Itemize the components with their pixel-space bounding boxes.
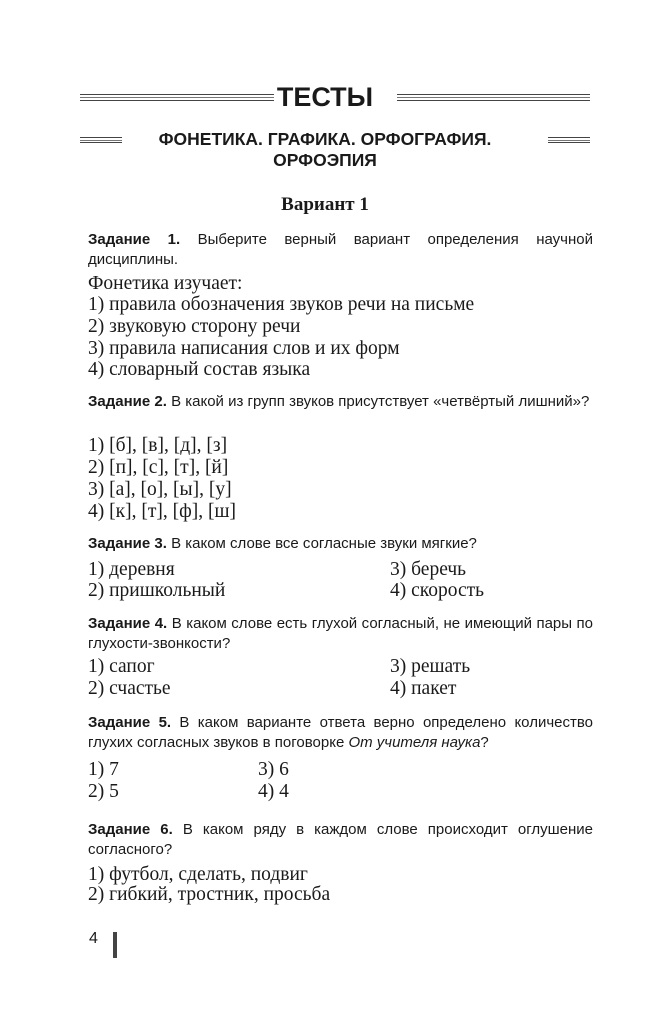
option: 4) скорость (390, 580, 485, 601)
task-3-question: Задание 3. В каком слове все согласные звуки мягкие? (88, 535, 477, 552)
option: 2) звуковую сторону речи (88, 316, 301, 337)
task-4-question: Задание 4. В каком слове есть глухой согласный, не имеющий пары по глухости-звонкости? (88, 615, 594, 652)
option: 2) счастье (88, 678, 171, 699)
variant-heading: Вариант 1 (281, 194, 369, 215)
section-title-line1: ФОНЕТИКА. ГРАФИКА. ОРФОГРАФИЯ. (158, 129, 492, 149)
option: 2) пришкольный (88, 580, 226, 601)
option: 2) гибкий, тростник, просьба (88, 884, 331, 905)
option: 2) 5 (88, 781, 119, 802)
option: 4) словарный состав языка (88, 359, 311, 380)
page-number: 4 (89, 930, 98, 947)
section-title-line2: ОРФОЭПИЯ (273, 150, 377, 170)
option: 3) [а], [о], [ы], [у] (88, 479, 232, 500)
page-title: ТЕСТЫ (276, 82, 374, 112)
option: 1) правила обозначения звуков речи на письме (88, 294, 475, 315)
task-2-question: Задание 2. В какой из групп звуков присутствует «четвёртый лишний»? (88, 393, 590, 410)
option: 1) деревня (88, 559, 175, 580)
task-5-question: Задание 5. В каком варианте ответа верно определено количество глухих согласных звуков в поговорке От учителя наука? (88, 714, 593, 751)
decorative-rule (397, 94, 590, 101)
option: 3) правила написания слов и их форм (88, 338, 400, 359)
task-6-question: Задание 6. В каком ряду в каждом слове происходит оглушение согласного? (88, 821, 593, 858)
option: 3) 6 (258, 759, 289, 780)
decorative-rule (548, 137, 590, 143)
option: 3) решать (390, 656, 471, 677)
option: 1) [б], [в], [д], [з] (88, 435, 228, 456)
option: 2) [п], [с], [т], [й] (88, 457, 229, 478)
task-1-lead: Фонетика изучает: (88, 273, 243, 294)
option: 4) пакет (390, 678, 457, 699)
option: 1) сапог (88, 656, 155, 677)
option: 4) [к], [т], [ф], [ш] (88, 501, 236, 522)
option: 4) 4 (258, 781, 289, 802)
option: 1) футбол, сделать, подвиг (88, 864, 308, 885)
option: 3) беречь (390, 559, 467, 580)
task-1-question: Задание 1. Выберите верный вариант определения научной дисциплины. (88, 231, 593, 268)
page-number-bar (113, 932, 117, 958)
option: 1) 7 (88, 759, 119, 780)
